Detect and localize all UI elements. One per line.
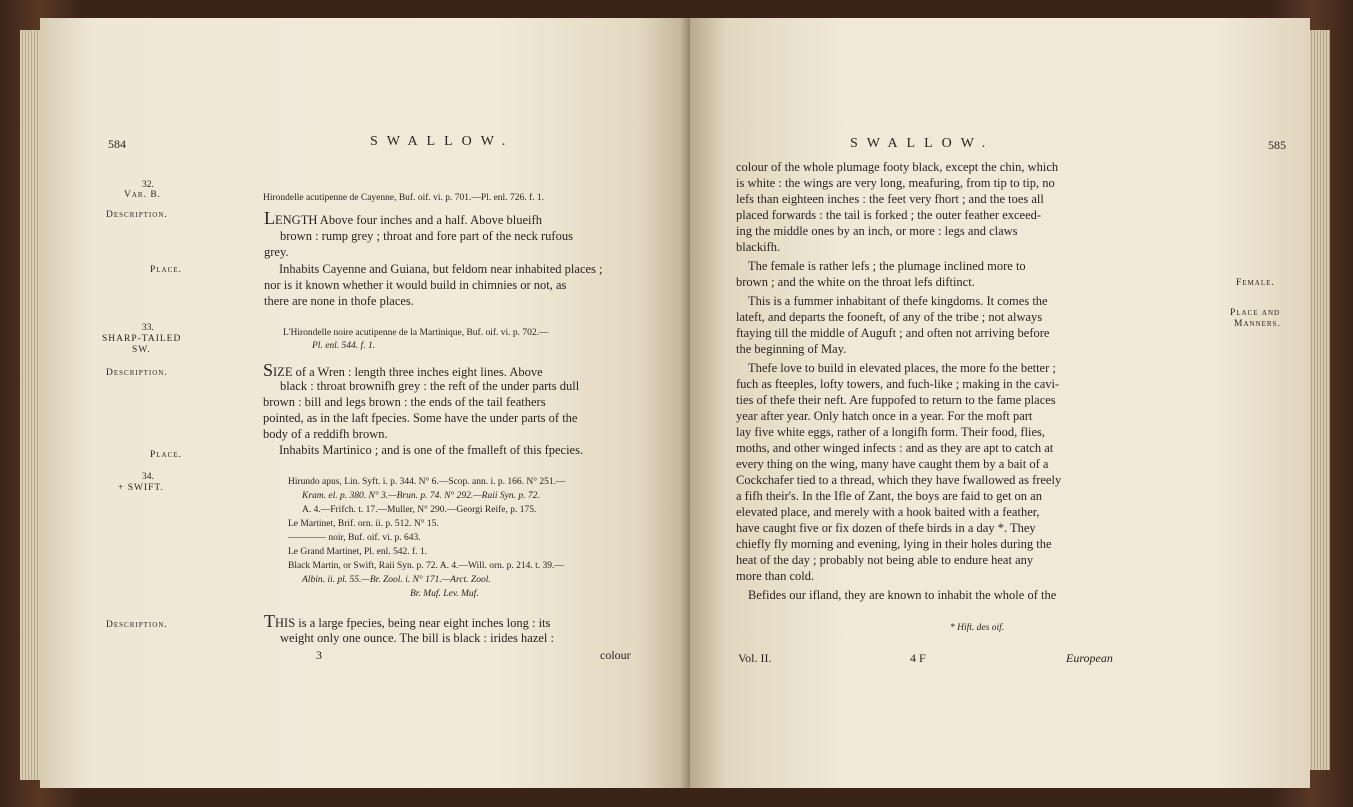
description-label: Description. xyxy=(106,620,168,630)
body-line: ftaying till the middle of Auguft ; and often not arriving before xyxy=(736,326,1050,340)
body-line: This is a fummer inhabitant of thefe kingdoms. It comes the xyxy=(748,294,1048,308)
place-text: Inhabits Cayenne and Guiana, but feldom near inhabited places ; xyxy=(279,262,603,276)
description-text: LENGTH Above four inches and a half. Above blueifh xyxy=(264,208,542,228)
description-label: Description. xyxy=(106,368,168,378)
body-line: colour of the whole plumage footy black, except the chin, which xyxy=(736,160,1059,174)
place-text: Inhabits Martinico ; and is one of the fmalleft of this fpecies. xyxy=(279,443,584,457)
entry-reference: L'Hirondelle noire acutipenne de la Martinique, Buf. oif. vi. p. 702.— xyxy=(283,328,549,338)
body-line: more than cold. xyxy=(736,569,815,583)
entry-name: + SWIFT. xyxy=(118,483,164,493)
body-line: lay five white eggs, rather of a longifh form. Their food, flies, xyxy=(736,425,1046,439)
entry-name: SW. xyxy=(132,345,151,355)
body-line: Cockchafer tied to a thread, which they have fwallowed as freely xyxy=(736,473,1062,487)
signature-mark: 3 xyxy=(316,648,322,662)
entry-name: SHARP-TAILED xyxy=(102,334,182,344)
footnote: * Hift. des oif. xyxy=(950,623,1005,633)
body-line: chiefly fly morning and evening, lying in their holes during the xyxy=(736,537,1052,551)
place-label: Place. xyxy=(150,450,182,460)
place-text: there are none in thofe places. xyxy=(264,294,414,308)
body-line: have caught five or fix dozen of thefe birds in a day *. They xyxy=(736,521,1036,535)
body-line: ties of thefe their neft. Are fuppofed to return to the fame places xyxy=(736,393,1056,407)
body-line: ing the middle ones by an inch, or more : legs and claws xyxy=(736,224,1018,238)
description-label: Description. xyxy=(106,210,168,220)
description-text: black : throat brownifh grey : the reft of the under parts dull xyxy=(280,379,580,393)
body-line: fuch as fteeples, lofty towers, and fuch-like ; making in the cavi- xyxy=(736,377,1060,391)
description-text: brown : bill and legs brown : the ends of the tail feathers xyxy=(263,395,546,409)
signature-mark: 4 F xyxy=(910,651,926,665)
catchword: colour xyxy=(600,648,631,662)
description-text: pointed, as in the laft fpecies. Some have the under parts of the xyxy=(263,411,578,425)
synonymy-line: Le Grand Martinet, Pl. enl. 542. f. 1. xyxy=(288,547,428,557)
body-line: the beginning of May. xyxy=(736,342,847,356)
entry-number: 34. xyxy=(142,472,154,482)
body-line: is white : the wings are very long, meafuring, from tip to tip, no xyxy=(736,176,1055,190)
page-number: 585 xyxy=(1268,138,1286,152)
volume-label: Vol. II. xyxy=(738,651,772,665)
body-line: placed forwards : the tail is forked ; the outer feather exceed- xyxy=(736,208,1042,222)
body-line: The female is rather lefs ; the plumage inclined more to xyxy=(748,259,1026,273)
side-label-place: Manners. xyxy=(1234,319,1281,329)
description-text: THIS is a large fpecies, being near eight inches long : its xyxy=(264,611,551,631)
place-text: nor is it known whether it would build in chimnies or not, as xyxy=(264,278,567,292)
entry-reference: Hirondelle acutipenne de Cayenne, Buf. oif. vi. p. 701.—Pl. enl. 726. f. 1. xyxy=(263,193,544,203)
synonymy-line: Kram. el. p. 380. N° 3.—Brun. p. 74. N° 292.—Raii Syn. p. 72. xyxy=(302,491,540,501)
entry-number: 33. xyxy=(142,323,154,333)
body-line: Thefe love to build in elevated places, the more fo the better ; xyxy=(748,361,1056,375)
synonymy-line: Br. Muf. Lev. Muf. xyxy=(410,589,479,599)
body-line: year after year. Only hatch once in a year. For the moft part xyxy=(736,409,1033,423)
synonymy-line: Hirundo apus, Lin. Syft. i. p. 344. N° 6.—Scop. ann. i. p. 166. N° 251.— xyxy=(288,477,566,487)
right-page xyxy=(690,18,1310,788)
description-text: body of a reddifh brown. xyxy=(263,427,388,441)
body-line: blackifh. xyxy=(736,240,781,254)
body-line: heat of the day ; probably not being able to endure heat any xyxy=(736,553,1034,567)
left-page xyxy=(40,18,690,788)
synonymy-line: ———— noir, Buf. oif. vi. p. 643. xyxy=(288,533,421,543)
body-line: lateft, and departs the fooneft, of any of the tribe ; not always xyxy=(736,310,1043,324)
synonymy-line: Albin. ii. pl. 55.—Br. Zool. i. N° 171.—Arct. Zool. xyxy=(302,575,491,585)
body-line: lefs than eighteen inches : the feet very fhort ; and the toes all xyxy=(736,192,1044,206)
body-line: Befides our ifland, they are known to inhabit the whole of the xyxy=(748,588,1057,602)
body-line: every thing on the wing, many have caught them by a bait of a xyxy=(736,457,1049,471)
page-number: 584 xyxy=(108,137,126,151)
body-line: brown ; and the white on the throat lefs diftinct. xyxy=(736,275,975,289)
synonymy-line: Black Martin, or Swift, Raii Syn. p. 72. A. 4.—Will. orn. p. 214. t. 39.— xyxy=(288,561,564,571)
synonymy-line: Le Martinet, Brif. orn. ii. p. 512. N° 15. xyxy=(288,519,439,529)
entry-reference: Pl. enl. 544. f. 1. xyxy=(312,341,376,351)
place-label: Place. xyxy=(150,265,182,275)
synonymy-line: A. 4.—Frifch. t. 17.—Muller, N° 290.—Georgi Reife, p. 175. xyxy=(302,505,537,515)
body-line: elevated place, and merely with a hook baited with a feather, xyxy=(736,505,1040,519)
catchword: European xyxy=(1066,651,1113,665)
entry-number: 32. xyxy=(142,180,154,190)
entry-name: Var. B. xyxy=(124,190,162,200)
running-head: SWALLOW. xyxy=(850,136,995,151)
running-head: SWALLOW. xyxy=(370,134,515,149)
description-text: weight only one ounce. The bill is black : irides hazel : xyxy=(280,631,555,645)
description-text: grey. xyxy=(264,245,289,259)
description-text: brown : rump grey ; throat and fore part of the neck rufous xyxy=(280,229,573,243)
description-text: SIZE of a Wren : length three inches eight lines. Above xyxy=(263,360,543,380)
side-label-place: Place and xyxy=(1230,308,1281,318)
body-line: moths, and other winged infects : and as they are apt to catch at xyxy=(736,441,1054,455)
body-line: a fifh their's. In the Ifle of Zant, the boys are faid to get on an xyxy=(736,489,1042,503)
side-label-female: Female. xyxy=(1236,278,1275,288)
